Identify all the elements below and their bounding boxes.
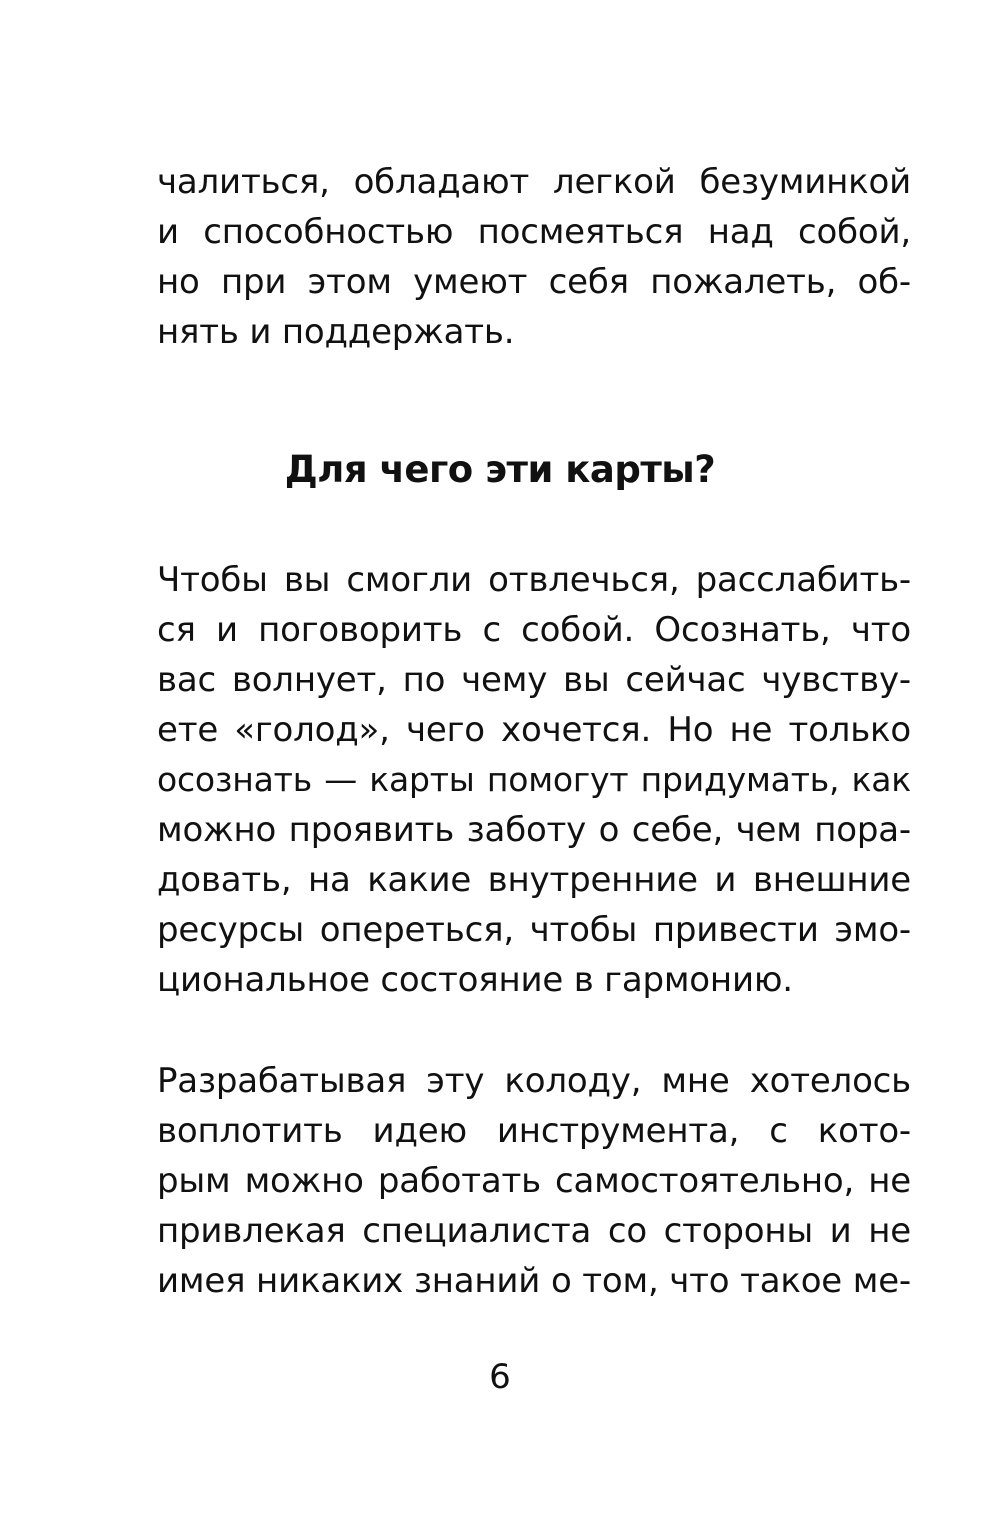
text-line: Чтобы вы смогли отвлечься, расслабить- <box>157 560 911 600</box>
section-heading: Для чего эти карты? <box>284 448 716 491</box>
text-line: ся и поговорить с собой. Осознать, что <box>157 610 911 650</box>
page-number: 6 <box>489 1357 511 1397</box>
text-line: Разрабатывая эту колоду, мне хотелось <box>157 1061 911 1101</box>
text-line: вас волнует, по чему вы сейчас чувству- <box>157 660 911 700</box>
text-line: рым можно работать самостоятельно, не <box>157 1161 911 1201</box>
text-line: воплотить идею инструмента, с кото- <box>157 1111 911 1151</box>
text-line: имея никаких знаний о том, что такое ме- <box>157 1261 911 1301</box>
text-line: и способностью посмеяться над собой, <box>157 212 911 252</box>
text-line: осознать — карты помогут придумать, как <box>157 760 911 799</box>
text-line: циональное состояние в гармонию. <box>157 960 793 1000</box>
text-line: чалиться, обладают легкой безуминкой <box>157 162 911 202</box>
text-line: ете «голод», чего хочется. Но не только <box>157 710 911 750</box>
text-line: можно проявить заботу о себе, чем пора- <box>157 810 911 850</box>
text-line: довать, на какие внутренние и внешние <box>157 860 911 900</box>
text-line: нять и поддержать. <box>157 312 515 352</box>
text-line: но при этом умеют себя пожалеть, об- <box>157 262 911 302</box>
text-line: ресурсы опереться, чтобы привести эмо- <box>157 910 911 950</box>
text-line: привлекая специалиста со стороны и не <box>157 1211 911 1251</box>
